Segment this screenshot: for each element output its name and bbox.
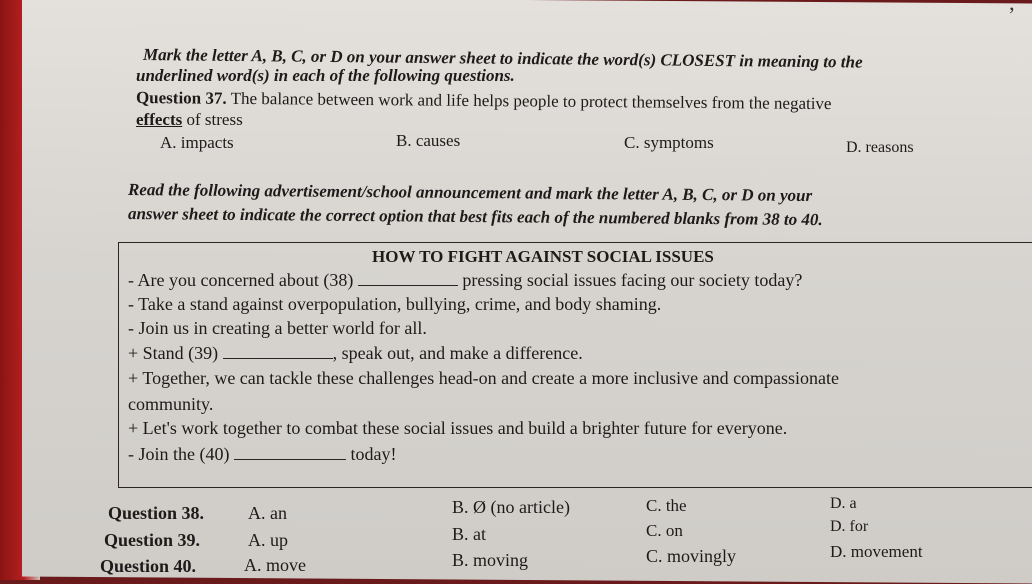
question-37-label: Question 37. <box>135 88 227 108</box>
ad-line-6: + Let's work together to combat these social issues and build a brighter future for everyone. <box>128 418 788 438</box>
ad-line-4-post: , speak out, and make a difference. <box>332 343 583 363</box>
ad-line-4-pre: + Stand (39) <box>128 343 219 363</box>
blank-39 <box>223 344 333 359</box>
ad-line-5b: community. <box>128 394 214 414</box>
question-37-option-b: B. causes <box>396 131 461 150</box>
question-40-option-c: C. movingly <box>646 546 737 566</box>
question-39-option-c: C. on <box>646 521 683 540</box>
ad-line-1-post: pressing social issues facing our society today? <box>462 270 803 290</box>
question-40-option-b: B. moving <box>452 550 529 570</box>
instruction-2-line-2: answer sheet to indicate the correct option that best fits each of the numbered blanks from 38 to 40. <box>127 204 823 230</box>
question-39-option-a: A. up <box>248 530 288 550</box>
ad-line-3: - Join us in creating a better world for all. <box>128 318 427 338</box>
blank-38 <box>358 271 458 286</box>
question-40-label: Question 40. <box>100 556 197 576</box>
question-38-label: Question 38. <box>108 503 205 523</box>
question-37-option-c: C. symptoms <box>624 133 714 152</box>
question-39-option-b: B. at <box>452 524 486 544</box>
question-37-text-rest: of stress <box>182 110 243 129</box>
ad-line-7 <box>128 444 396 465</box>
question-39-option-d: D. for <box>830 518 869 535</box>
question-40-option-d: D. movement <box>830 542 923 561</box>
instruction-1-line-1: Mark the letter A, B, C, or D on your answer sheet to indicate the word(s) CLOSEST in meaning to the <box>142 45 863 72</box>
ad-line-2: - Take a stand against overpopulation, bullying, crime, and body shaming. <box>128 294 662 314</box>
advertisement-title: HOW TO FIGHT AGAINST SOCIAL ISSUES <box>372 247 714 266</box>
ad-line-1-pre: - Are you concerned about (38) <box>128 270 354 290</box>
question-40-option-a: A. move <box>244 555 306 575</box>
question-37-underlined-word: effects <box>136 110 183 129</box>
question-38-option-d: D. a <box>830 495 857 512</box>
question-38-option-a: A. an <box>248 503 287 523</box>
instruction-2-line-1: Read the following advertisement/school announcement and mark the letter A, B, C, or D on your <box>127 180 813 205</box>
ad-line-5a: + Together, we can tackle these challenges head-on and create a more inclusive and compassionate <box>128 368 840 388</box>
question-37-text: The balance between work and life helps people to protect themselves from the negative <box>230 88 832 114</box>
instruction-1-line-2: underlined word(s) in each of the following questions. <box>136 66 515 85</box>
ad-line-1 <box>128 270 802 291</box>
question-39-label: Question 39. <box>104 530 201 550</box>
question-37-line-2 <box>136 110 243 130</box>
question-37-option-d: D. reasons <box>846 139 914 156</box>
question-37-option-a: A. impacts <box>160 133 234 152</box>
blank-40 <box>234 445 346 460</box>
question-38-option-c: C. the <box>646 496 687 515</box>
question-38-option-b: B. Ø (no article) <box>452 497 570 517</box>
ad-line-4 <box>128 343 583 364</box>
ad-line-7-pre: - Join the (40) <box>128 444 230 464</box>
pen-mark: ’ <box>1008 2 1016 27</box>
ad-line-7-post: today! <box>350 444 397 464</box>
